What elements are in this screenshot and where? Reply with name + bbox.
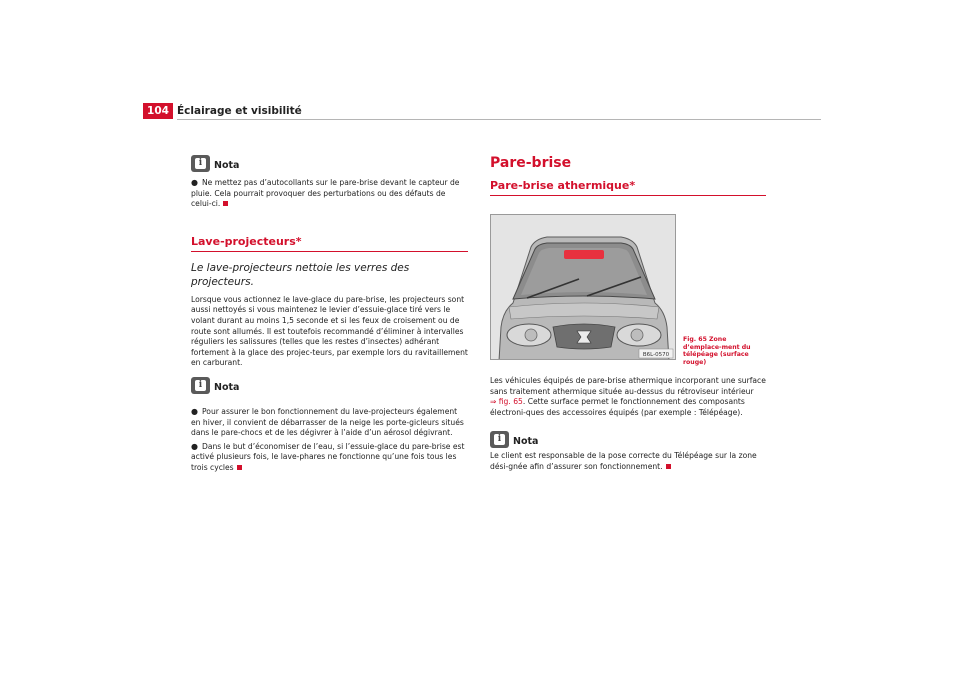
- running-header: Éclairage et visibilité: [177, 105, 302, 117]
- page-number: 104: [143, 103, 173, 119]
- body-text: Les véhicules équipés de pare-brise athermique incorporant une surface sans traitement athermique située au-dessus du rétroviseur intérieur: [490, 376, 766, 396]
- left-column: [191, 150, 468, 474]
- body-paragraph: Lorsque vous actionnez le lave-glace du pare-brise, les projecteurs sont aussi nettoyés si vous maintenez le levier d’essuie-glace tiré vers le volant durant au moins 1,5 seconde et si les feux de croisement ou de route sont allumés. Il est toutefois recommandé d’éliminer à intervalles réguliers les salissures (telles que les restes d’insectes) adhérant fortement à la glace des projec-teurs, par exemple lors du ravitaillement en carburant.: [191, 294, 468, 368]
- note-heading: [191, 150, 468, 172]
- note-title: Nota: [513, 436, 539, 448]
- figure-code: B6L-0570: [642, 352, 670, 358]
- figure-caption: Fig. 65 Zone d’emplace-ment du télépéage (surface rouge): [683, 336, 751, 366]
- section-end-icon: [666, 464, 671, 469]
- figure-reference-link[interactable]: ⇒ fig. 65: [490, 397, 523, 407]
- note-title: Nota: [214, 160, 240, 171]
- header-rule: [177, 119, 821, 120]
- note-title: Nota: [214, 381, 240, 393]
- bullet-icon: ●: [191, 178, 198, 187]
- bullet-icon: ●: [191, 406, 198, 416]
- note-bullet: [191, 442, 468, 474]
- note-text: Ne mettez pas d’autocollants sur le pare-brise devant le capteur de pluie. Cela pourrait provoquer des perturbations ou des défauts de celui-ci.: [191, 178, 460, 209]
- page-title: Pare-brise: [490, 155, 572, 171]
- note-text: Le client est responsable de la pose correcte du Télépéage sur la zone dési-gnée afin d’assurer son fonctionnement.: [490, 451, 757, 471]
- note-heading: [191, 372, 468, 394]
- bullet-icon: ●: [191, 441, 198, 451]
- section-end-icon: [237, 465, 242, 470]
- note-paragraph: [490, 451, 766, 472]
- section-subtitle: Le lave-projecteurs nettoie les verres des projecteurs.: [191, 261, 410, 288]
- right-column-body: [490, 376, 766, 473]
- section-end-icon: [223, 201, 228, 206]
- body-text: . Cette surface permet le fonctionnement des composants électroni-ques des accessoires équipés (par exemple : Télépéage).: [490, 397, 745, 417]
- info-note-icon: i: [191, 377, 210, 394]
- note-heading: [490, 426, 766, 448]
- note-text: Dans le but d’économiser de l’eau, si l’essuie-glace du pare-brise est activé plusieurs fois, le lave-phares ne fonctionne qu’une fois tous les trois cycles: [191, 441, 465, 472]
- right-column: [490, 150, 766, 196]
- info-note-icon: i: [191, 155, 210, 172]
- section-heading-pare-brise-athermique: Pare-brise athermique*: [490, 179, 766, 196]
- section-heading-lave-projecteurs: Lave-projecteurs*: [191, 235, 468, 252]
- windshield-figure: [490, 214, 676, 360]
- car-front-illustration: [491, 215, 676, 360]
- note-bullet: [191, 407, 468, 439]
- note-paragraph: [191, 178, 468, 210]
- note-text: Pour assurer le bon fonctionnement du lave-projecteurs également en hiver, il convient de débarrasser de la neige les porte-gicleurs situés dans le pare-chocs et de les dégivrer à l’aide d’un aérosol dégivrant.: [191, 406, 464, 438]
- info-note-icon: i: [490, 431, 509, 448]
- body-paragraph: [490, 376, 766, 418]
